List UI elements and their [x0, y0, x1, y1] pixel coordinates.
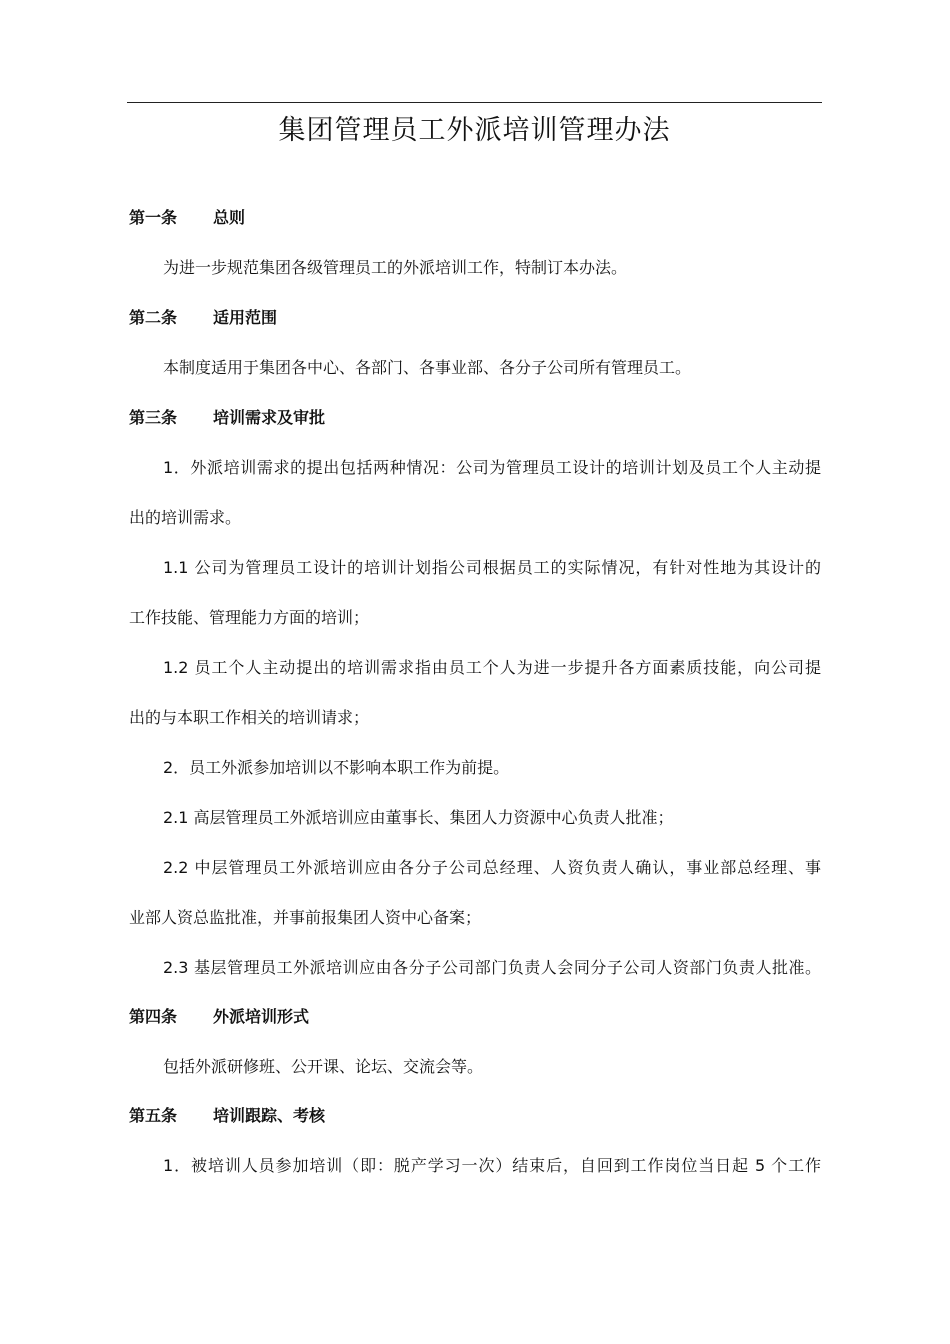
article-number: 第五条 [129, 1106, 178, 1125]
paragraph-line: 1．被培训人员参加培训（即：脱产学习一次）结束后，自回到工作岗位当日起 5 个工作 [163, 1156, 821, 1175]
article-heading [129, 306, 821, 330]
paragraph-line: 2.1 高层管理员工外派培训应由董事长、集团人力资源中心负责人批准； [163, 808, 674, 827]
article-number: 第四条 [129, 1007, 178, 1026]
paragraph-line: 1．外派培训需求的提出包括两种情况：公司为管理员工设计的培训计划及员工个人主动提 [163, 458, 821, 477]
article-number: 第一条 [129, 208, 178, 227]
paragraph-line: 出的与本职工作相关的培训请求； [129, 708, 370, 727]
paragraph-line: 1.2 员工个人主动提出的培训需求指由员工个人为进一步提升各方面素质技能，向公司提 [163, 658, 821, 677]
paragraph-line: 2.3 基层管理员工外派培训应由各分子公司部门负责人会同分子公司人资部门负责人批准。 [163, 958, 821, 977]
article-title: 培训需求及审批 [213, 408, 326, 427]
paragraph-line: 本制度适用于集团各中心、各部门、各事业部、各分子公司所有管理员工。 [163, 358, 692, 377]
article-number: 第三条 [129, 408, 178, 427]
article-title: 总则 [213, 208, 246, 227]
paragraph-line: 业部人资总监批准，并事前报集团人资中心备案； [129, 908, 482, 927]
paragraph-line: 工作技能、管理能力方面的培训； [129, 608, 370, 627]
document-title: 集团管理员工外派培训管理办法 [278, 115, 671, 146]
article-title: 培训跟踪、考核 [213, 1106, 326, 1125]
article-heading [129, 1005, 821, 1029]
article-heading [129, 206, 821, 230]
article-title: 适用范围 [213, 308, 278, 327]
paragraph-line: 1.1 公司为管理员工设计的培训计划指公司根据员工的实际情况，有针对性地为其设计的 [163, 558, 821, 577]
paragraph-line: 出的培训需求。 [129, 508, 242, 527]
paragraph-line: 2．员工外派参加培训以不影响本职工作为前提。 [163, 758, 510, 777]
article-number: 第二条 [129, 308, 178, 327]
article-heading [129, 1104, 821, 1128]
header-rule [127, 102, 822, 103]
paragraph-line: 为进一步规范集团各级管理员工的外派培训工作，特制订本办法。 [163, 258, 628, 277]
paragraph-line: 包括外派研修班、公开课、论坛、交流会等。 [163, 1057, 484, 1076]
article-title: 外派培训形式 [213, 1007, 310, 1026]
article-heading [129, 406, 821, 430]
paragraph-line: 2.2 中层管理员工外派培训应由各分子公司总经理、人资负责人确认，事业部总经理、事 [163, 858, 821, 877]
